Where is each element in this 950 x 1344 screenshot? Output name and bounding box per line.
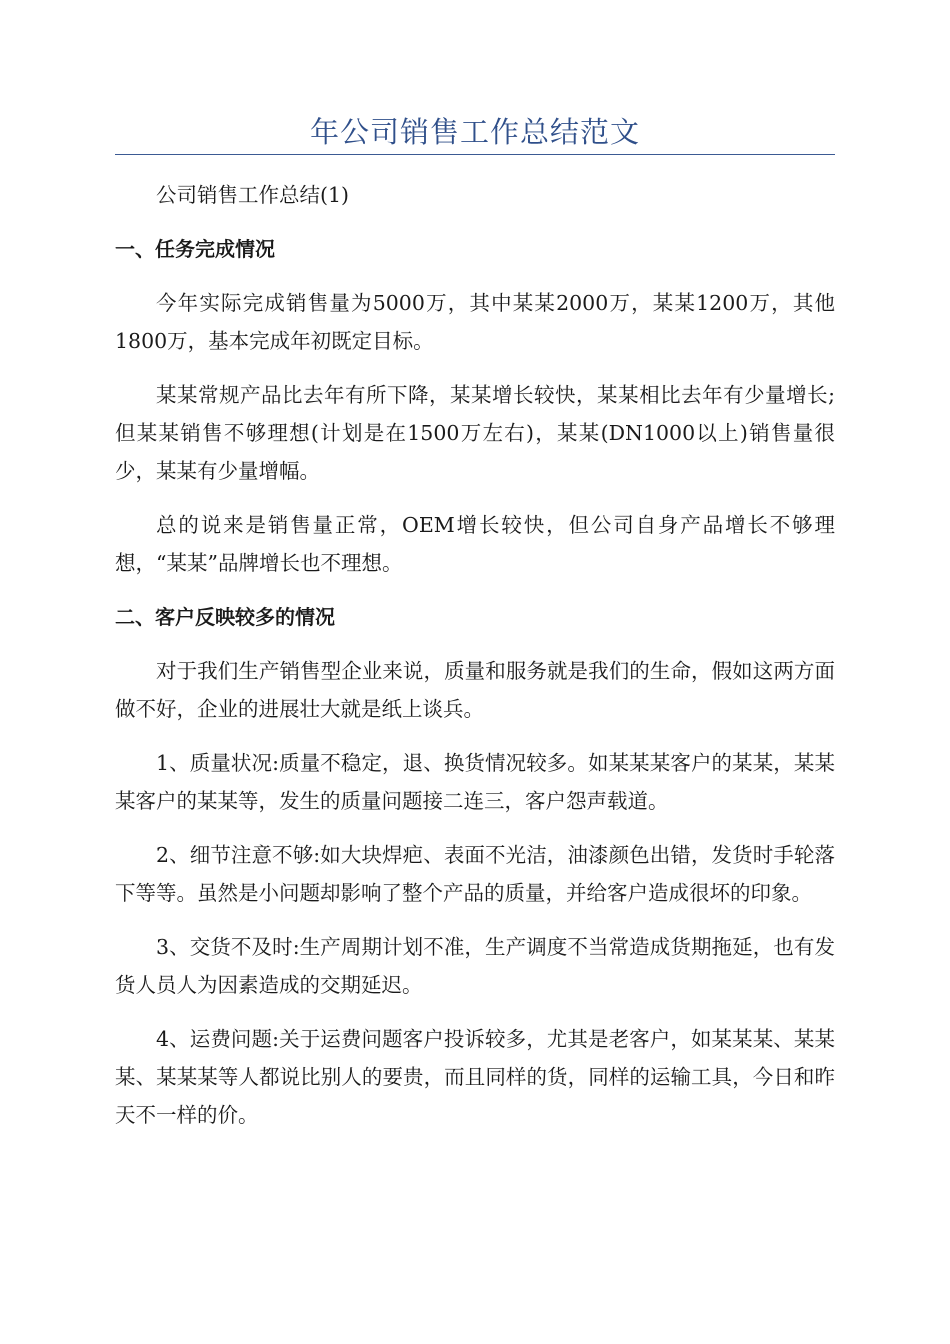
document-body: [115, 176, 835, 1150]
document-title: 年公司销售工作总结范文: [309, 115, 640, 149]
section-heading-task-completion: 一、任务完成情况: [115, 237, 275, 261]
section-2-paragraph-2: 1、质量状况:质量不稳定，退、换货情况较多。如某某某客户的某某，某某某客户的某某等，发生的质量问题接二连三，客户怨声载道。: [115, 751, 835, 813]
section-2-paragraph-5: 4、运费问题:关于运费问题客户投诉较多，尤其是老客户，如某某某、某某某、某某某等人都说比别人的要贵，而且同样的货，同样的运输工具，今日和昨天不一样的价。: [115, 1027, 835, 1127]
section-1-paragraph-1: 今年实际完成销售量为5000万，其中某某2000万，某某1200万，其他1800万，基本完成年初既定目标。: [115, 291, 835, 353]
section-2-paragraph-3: 2、细节注意不够:如大块焊疤、表面不光洁，油漆颜色出错，发货时手轮落下等等。虽然是小问题却影响了整个产品的质量，并给客户造成很坏的印象。: [115, 843, 835, 905]
section-2-paragraph-1: 对于我们生产销售型企业来说，质量和服务就是我们的生命，假如这两方面做不好，企业的进展壮大就是纸上谈兵。: [115, 659, 835, 721]
section-1-paragraph-2: 某某常规产品比去年有所下降，某某增长较快，某某相比去年有少量增长;但某某销售不够理想(计划是在1500万左右)，某某(DN1000以上)销售量很少，某某有少量增幅。: [115, 383, 835, 483]
section-1-paragraph-3: 总的说来是销售量正常，OEM增长较快，但公司自身产品增长不够理想，“某某”品牌增长也不理想。: [115, 513, 835, 575]
title-underline: [115, 154, 835, 155]
section-heading-customer-feedback: 二、客户反映较多的情况: [115, 605, 335, 629]
section-2-paragraph-4: 3、交货不及时:生产周期计划不准，生产调度不当常造成货期拖延，也有发货人员人为因素造成的交期延迟。: [115, 935, 835, 997]
document-subtitle: 公司销售工作总结(1): [156, 183, 350, 207]
